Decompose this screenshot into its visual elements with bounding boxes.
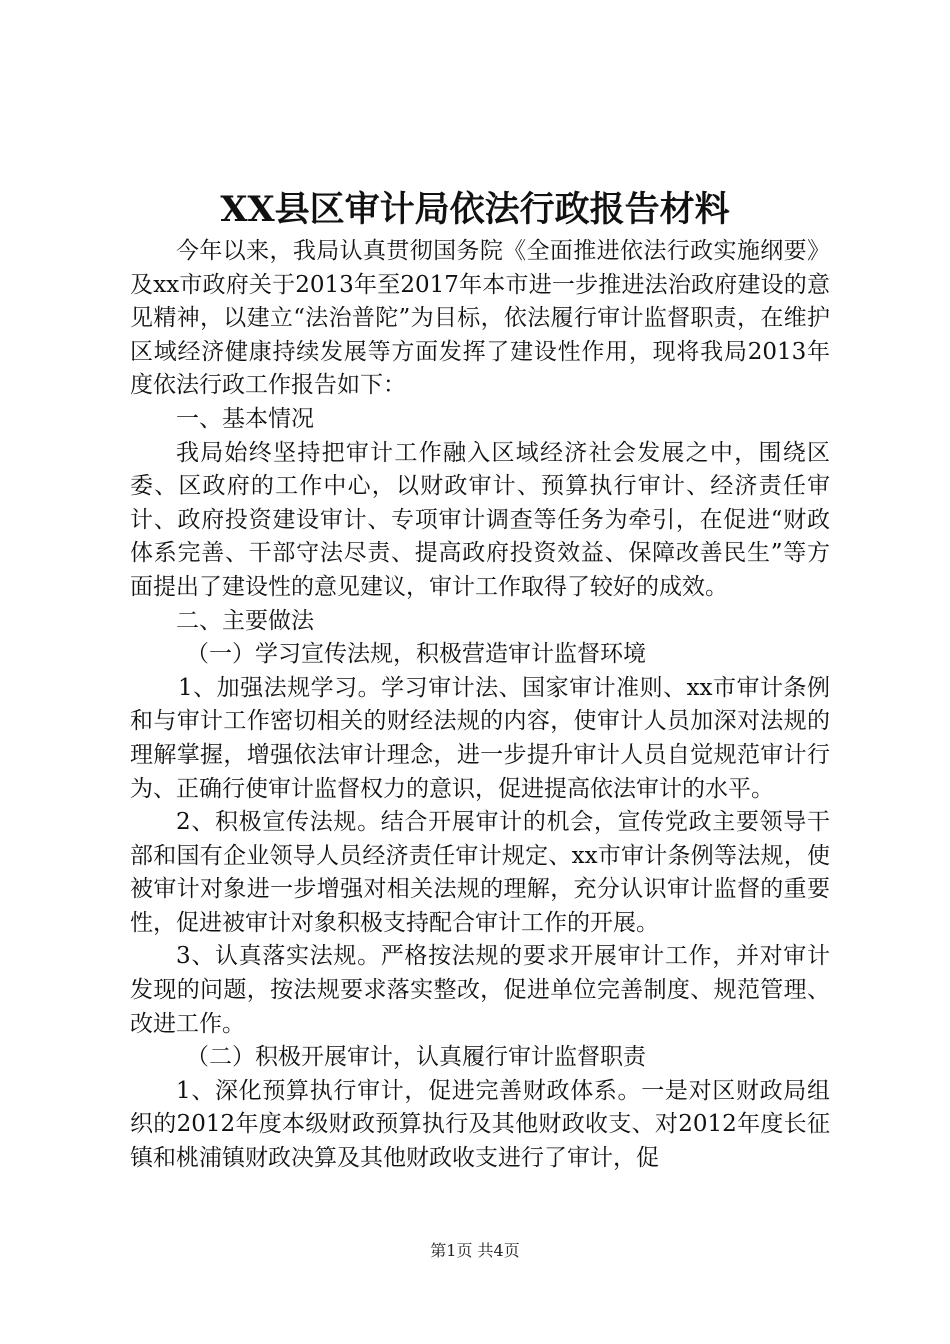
page-footer: 第1页 共4页 [430,1241,520,1260]
subsection-heading-2: （二）积极开展审计，认真履行审计监督职责 [186,1044,646,1071]
basic-situation-paragraph: 我局始终坚持把审计工作融入区域经济社会发展之中，围绕区委、区政府的工作中心，以财政审计、预算执行审计、经济责任审计、政府投资建设审计、专项审计调查等任务为牵引，在促进“财政体系完善、干部守法尽责、提高政府投资效益、保障改善民生”等方面提出了建设性的意见建议，审计工作取得了较好的成效。 [130,439,830,600]
section-heading-methods: 二、主要做法 [176,607,314,634]
item-paragraph-4: 1、深化预算执行审计，促进完善财政体系。一是对区财政局组织的2012年度本级财政预算执行及其他财政收支、对2012年度长征镇和桃浦镇财政决算及其他财政收支进行了审计，促 [130,1077,830,1172]
document-body [130,235,830,1176]
document-title: XX县区审计局依法行政报告材料 [220,189,730,230]
item-paragraph-3: 3、认真落实法规。严格按法规的要求开展审计工作，并对审计发现的问题，按法规要求落实整改，促进单位完善制度、规范管理、改进工作。 [130,943,830,1037]
subsection-heading-1: （一）学习宣传法规，积极营造审计监督环境 [186,641,646,668]
intro-paragraph: 今年以来，我局认真贯彻国务院《全面推进依法行政实施纲要》及xx市政府关于2013年至2017年本市进一步推进法治政府建设的意见精神，以建立“法治普陀”为目标，依法履行审计监督职责，在维护区域经济健康持续发展等方面发挥了建设性作用，现将我局2013年度依法行政工作报告如下： [130,238,830,399]
section-heading-basic: 一、基本情况 [176,405,314,432]
item-paragraph-1: 1、加强法规学习。学习审计法、国家审计准则、xx市审计条例和与审计工作密切相关的财经法规的内容，使审计人员加深对法规的理解掌握，增强依法审计理念，进一步提升审计人员自觉规范审计行为、正确行使审计监督权力的意识，促进提高依法审计的水平。 [130,674,830,802]
item-paragraph-2: 2、积极宣传法规。结合开展审计的机会，宣传党政主要领导干部和国有企业领导人员经济责任审计规定、xx市审计条例等法规，使被审计对象进一步增强对相关法规的理解，充分认识审计监督的重要性，促进被审计对象积极支持配合审计工作的开展。 [130,809,830,936]
